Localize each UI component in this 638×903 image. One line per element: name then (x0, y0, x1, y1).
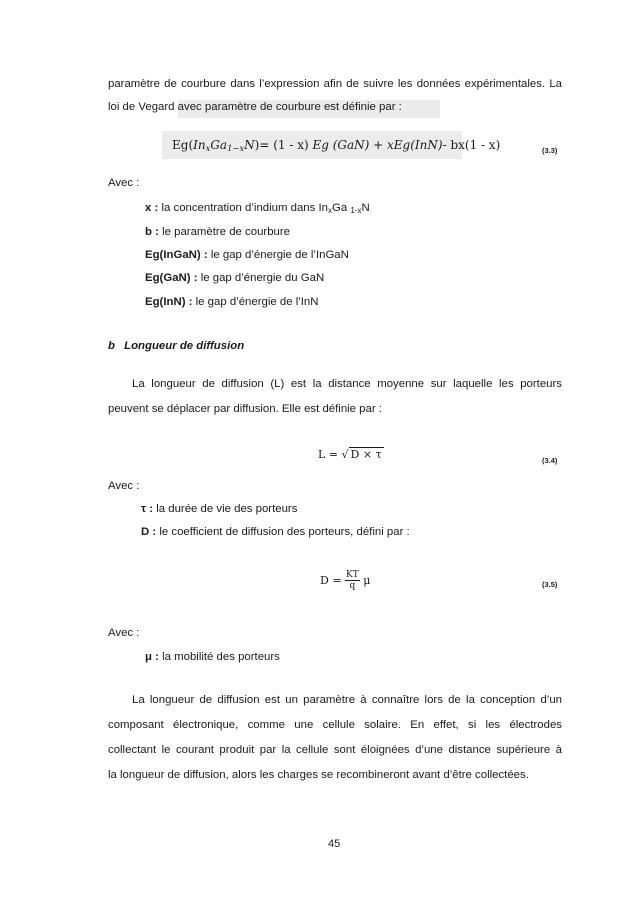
eq33-in: In (193, 138, 206, 152)
definition-text: la concentration d’indium dans In (161, 202, 329, 214)
avec-label-2: Avec : (108, 480, 140, 492)
definition-eg-ingan (145, 249, 349, 261)
avec-label-1: Avec : (108, 177, 140, 189)
diffusion-line-2: peuvent se déplacer par diffusion. Elle est définie par : (108, 403, 382, 415)
eq33-ga: Ga (210, 138, 228, 152)
definition-eg-gan (145, 272, 324, 284)
definition-text: la mobilité des porteurs (162, 651, 280, 663)
definition-text: le gap d’énergie de l’InGaN (210, 249, 349, 261)
definition-term: x : (145, 202, 159, 214)
avec-label-3: Avec : (108, 627, 140, 639)
eq35-denominator: q (349, 581, 356, 591)
definition-text: le paramètre de courbure (162, 226, 290, 238)
equation-3-5 (320, 570, 370, 591)
section-letter: b (108, 340, 115, 352)
diffusion-line-1: La longueur de diffusion (L) est la distance moyenne sur laquelle les porteurs (132, 378, 562, 390)
intro-line-2 (108, 101, 402, 113)
definition-text: le gap d’énergie de l’InN (195, 296, 319, 308)
page-number: 45 (328, 838, 341, 850)
intro-line-2-highlight: avec paramètre de (177, 101, 273, 113)
definition-text: le coefficient de diffusion des porteurs, défini par : (159, 526, 410, 538)
eq33-x-sub: x (205, 143, 211, 153)
definition-b (145, 226, 290, 238)
eq33-bowing: - bx(1 - x) (442, 138, 501, 152)
intro-line-2-start: loi de Vegard (108, 101, 175, 113)
definition-ga: Ga (332, 202, 348, 214)
eq34-lhs: L = (318, 448, 339, 461)
eq34-radicand: D × τ (350, 448, 382, 461)
section-title: Longueur de diffusion (124, 340, 245, 352)
definition-x (145, 202, 370, 215)
eq33-n: N (244, 138, 255, 152)
eq35-lhs: D = (320, 574, 342, 587)
definition-term: b : (145, 226, 159, 238)
definition-term: Eg(InGaN) : (145, 249, 208, 261)
eq35-mu: μ (363, 574, 371, 587)
definition-mu (145, 651, 280, 663)
definition-term: Eg(GaN) : (145, 272, 198, 284)
equation-3-4-number: (3.4) (542, 456, 558, 465)
intro-line-1: paramètre de courbure dans l’expression afin de suivre les données expérimentales. La (108, 78, 562, 90)
definition-text: la durée de vie des porteurs (156, 503, 298, 515)
definition-d (141, 526, 410, 538)
eq33-eg-terms: Eg (GaN) + xEg(InN) (312, 138, 443, 152)
conclusion-line-3: collectant le courant produit par la cellule sont éloignées d’une distance supérieure à (108, 744, 562, 756)
intro-line-2-end: courbure est définie par : (275, 101, 402, 113)
equation-3-4 (318, 448, 384, 461)
section-heading (108, 340, 244, 352)
eq35-numerator: KT (346, 570, 359, 580)
definition-term: μ : (145, 651, 159, 663)
equation-3-5-number: (3.5) (542, 580, 558, 589)
definition-tau (141, 503, 297, 515)
eq35-fraction (345, 570, 360, 591)
definition-text: le gap d’énergie du GaN (200, 272, 325, 284)
conclusion-line-1: La longueur de diffusion est un paramètre à connaître lors de la conception d’un (132, 694, 562, 706)
conclusion-line-2: composant électronique, comme une cellule solaire. En effet, si les électrodes (108, 719, 562, 731)
eq33-mid: )= (1 - x) (254, 138, 309, 152)
eq34-sqrt: √ (341, 448, 349, 461)
equation-3-3 (172, 138, 500, 153)
definition-sub-1-x: 1-x (350, 206, 362, 215)
definition-term: τ : (141, 503, 154, 515)
eq33-ga-sub: 1−x (227, 143, 245, 153)
eq33-lhs: Eg( (172, 138, 194, 152)
definition-term: D : (141, 526, 157, 538)
definition-n: N (361, 202, 370, 214)
definition-sub-x: x (328, 206, 332, 215)
conclusion-line-4: la longueur de diffusion, alors les charges se recombineront avant d’être collectées. (108, 769, 529, 781)
definition-term: Eg(InN) : (145, 296, 193, 308)
definition-eg-inn (145, 296, 318, 308)
equation-3-3-number: (3.3) (542, 146, 558, 155)
